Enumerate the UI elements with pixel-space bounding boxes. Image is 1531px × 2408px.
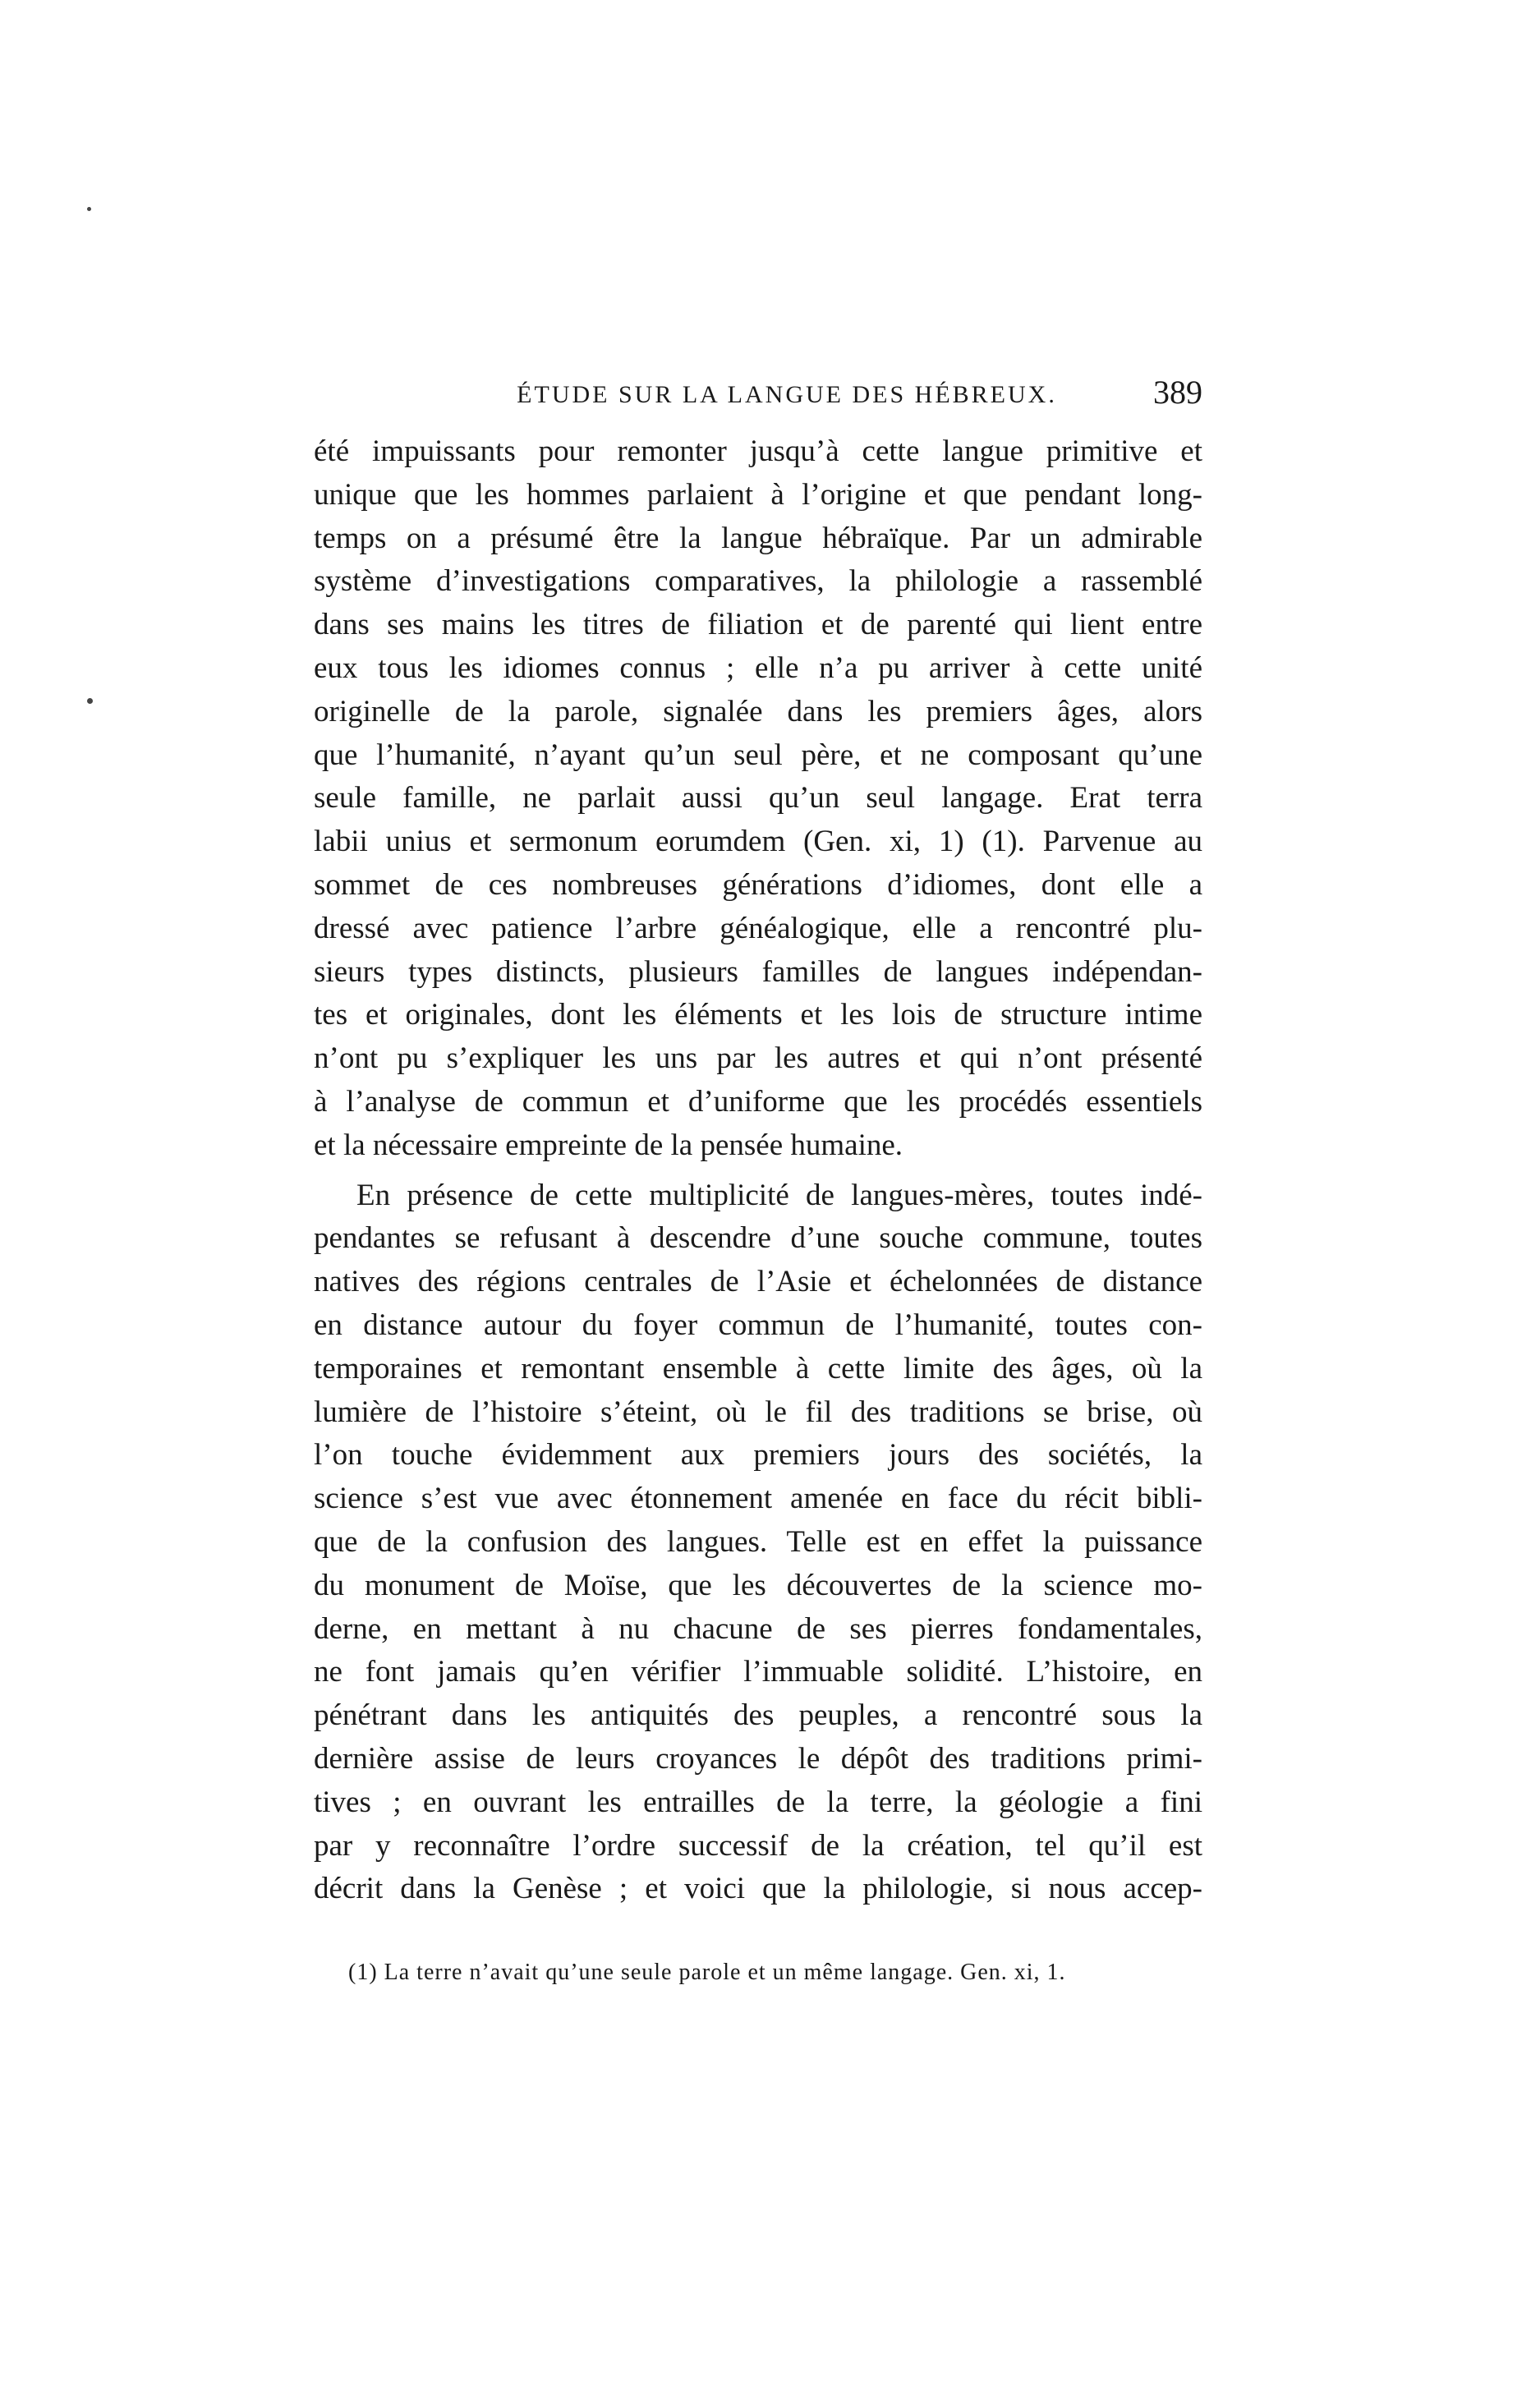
running-title: ÉTUDE SUR LA LANGUE DES HÉBREUX. — [517, 381, 1057, 408]
text-line: dernière assise de leurs croyances le dépôt des traditions primi- — [314, 1741, 1202, 1776]
text-line: seule famille, ne parlait aussi qu’un seul langage. Erat terra — [314, 781, 1202, 816]
text-line: système d’investigations comparatives, la philologie a rassemblé — [314, 564, 1202, 599]
text-line: par y reconnaître l’ordre successif de la création, tel qu’il est — [314, 1828, 1202, 1863]
text-line: pendantes se refusant à descendre d’une souche commune, toutes — [314, 1221, 1202, 1256]
text-line: décrit dans la Genèse ; et voici que la philologie, si nous accep- — [314, 1872, 1202, 1906]
text-line: que l’humanité, n’ayant qu’un seul père, et ne composant qu’une — [314, 738, 1202, 772]
text-line: dans ses mains les titres de filiation et de parenté qui lient entre — [314, 608, 1202, 642]
text-line: pénétrant dans les antiquités des peuples, a rencontré sous la — [314, 1698, 1202, 1733]
text-line: été impuissants pour remonter jusqu’à cette langue primitive et — [314, 434, 1202, 468]
text-line: tives ; en ouvrant les entrailles de la terre, la géologie a fini — [314, 1785, 1202, 1819]
text-line: unique que les hommes parlaient à l’origine et que pendant long- — [314, 477, 1202, 512]
text-line: n’ont pu s’expliquer les uns par les autres et qui n’ont présenté — [314, 1041, 1202, 1076]
text-line: derne, en mettant à nu chacune de ses pierres fondamentales, — [314, 1611, 1202, 1646]
text-line: à l’analyse de commun et d’uniforme que les procédés essentiels — [314, 1084, 1202, 1119]
text-line: en distance autour du foyer commun de l’humanité, toutes con- — [314, 1307, 1202, 1342]
text-line: labii unius et sermonum eorumdem (Gen. xi, 1) (1). Parvenue au — [314, 825, 1202, 859]
running-head — [314, 371, 1202, 420]
footnote: (1) La terre n’avait qu’une seule parole et un même langage. Gen. xi, 1. — [348, 1960, 1066, 1985]
text-line: originelle de la parole, signalée dans les premiers âges, alors — [314, 694, 1202, 728]
text-line: temps on a présumé être la langue hébraïque. Par un admirable — [314, 521, 1202, 555]
page-number: 389 — [1153, 374, 1202, 411]
text-line: lumière de l’histoire s’éteint, où le fil des traditions se brise, où — [314, 1395, 1202, 1429]
margin-speck — [87, 207, 91, 211]
text-line: sieurs types distincts, plusieurs familles de langues indépendan- — [314, 954, 1202, 989]
text-line: science s’est vue avec étonnement amenée en face du récit bibli- — [314, 1482, 1202, 1516]
text-line: ne font jamais qu’en vérifier l’immuable solidité. L’histoire, en — [314, 1655, 1202, 1689]
text-line: et la nécessaire empreinte de la pensée humaine. — [314, 1128, 903, 1162]
text-line: temporaines et remontant ensemble à cette limite des âges, où la — [314, 1351, 1202, 1386]
text-line: En présence de cette multiplicité de langues-mères, toutes indé- — [356, 1178, 1202, 1212]
body-text — [314, 430, 1202, 1911]
text-line: dressé avec patience l’arbre généalogique, elle a rencontré plu- — [314, 911, 1202, 945]
text-line: tes et originales, dont les éléments et les lois de structure intime — [314, 998, 1202, 1032]
text-line: sommet de ces nombreuses générations d’idiomes, dont elle a — [314, 867, 1202, 902]
text-line: du monument de Moïse, que les découvertes de la science mo- — [314, 1568, 1202, 1602]
paragraph-1 — [314, 430, 1202, 1168]
paragraph-2 — [314, 1174, 1202, 1912]
text-line: eux tous les idiomes connus ; elle n’a pu arriver à cette unité — [314, 650, 1202, 685]
text-line: natives des régions centrales de l’Asie et échelonnées de distance — [314, 1265, 1202, 1299]
margin-speck — [87, 698, 93, 704]
text-line: l’on touche évidemment aux premiers jours des sociétés, la — [314, 1438, 1202, 1473]
text-line: que de la confusion des langues. Telle est en effet la puissance — [314, 1524, 1202, 1559]
